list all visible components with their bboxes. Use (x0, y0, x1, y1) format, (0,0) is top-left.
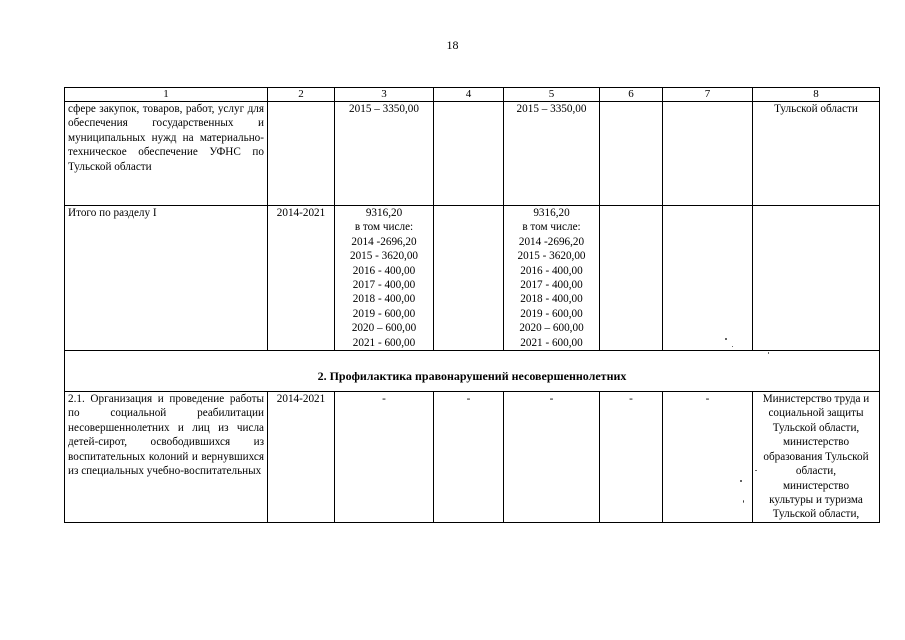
executor-cell: Тульской области (753, 102, 880, 206)
scan-speck (755, 470, 757, 471)
funding-line: в том числе: (522, 221, 581, 234)
col-header: 1 (65, 88, 268, 102)
funding-cell-6 (600, 102, 663, 206)
executor-line: министерство (782, 479, 850, 492)
col-header: 5 (504, 88, 600, 102)
total-funding-cell: - (335, 392, 434, 523)
table-row (65, 392, 880, 523)
funding-cell-5: 2015 – 3350,00 (504, 102, 600, 206)
executor-line: области, (795, 465, 837, 478)
section-heading-row (65, 351, 880, 392)
scan-speck (725, 338, 727, 340)
funding-cell-5: - (504, 392, 600, 523)
section-total-row (65, 206, 880, 351)
executor-line: культуры и туризма (769, 493, 863, 506)
funding-line: 2019 - 600,00 (520, 307, 583, 320)
col-header: 6 (600, 88, 663, 102)
funding-line: 2017 - 400,00 (352, 279, 416, 292)
funding-line: 9316,20 (365, 207, 403, 219)
scan-speck (743, 500, 744, 503)
funding-cell-7 (663, 206, 753, 351)
section-title (65, 351, 880, 392)
funding-cell-4: - (434, 392, 504, 523)
section-title-text: 2. Профилактика правонарушений несовершеннолетних (317, 369, 627, 384)
col-header: 2 (268, 88, 335, 102)
total-funding-cell (335, 206, 434, 351)
scan-speck (768, 352, 769, 354)
measure-description: Итого по разделу I (65, 206, 268, 351)
funding-cell-7: - (663, 392, 753, 523)
funding-line: 2018 - 400,00 (520, 293, 583, 306)
executor-line: Министерство труда и (762, 393, 870, 406)
executor-cell (753, 206, 880, 351)
funding-line: 2021 - 600,00 (520, 336, 583, 349)
funding-line: 2015 - 3620,00 (517, 250, 586, 263)
executor-line: образования Тульской (763, 450, 869, 463)
program-table (64, 87, 880, 523)
funding-line: 2018 - 400,00 (352, 293, 416, 306)
funding-cell-5 (504, 206, 600, 351)
funding-line: 2019 - 600,00 (352, 307, 416, 320)
funding-line: 2020 – 600,00 (351, 322, 417, 335)
funding-line: в том числе: (354, 221, 414, 234)
period-cell (268, 102, 335, 206)
funding-line: 2014 -2696,20 (351, 235, 417, 248)
total-funding-cell: 2015 – 3350,00 (335, 102, 434, 206)
col-header: 8 (753, 88, 880, 102)
executor-cell (753, 392, 880, 523)
funding-line: 2015 - 3620,00 (349, 250, 419, 263)
funding-line: 2020 – 600,00 (519, 322, 584, 335)
executor-line: социальной защиты (768, 407, 864, 420)
funding-line: 2021 - 600,00 (352, 336, 416, 349)
funding-line: 2016 - 400,00 (520, 264, 583, 277)
col-header: 7 (663, 88, 753, 102)
scan-speck (732, 346, 733, 347)
measure-description: 2.1. Организация и проведение работы по социальной реабилитации несовершеннолетних и лиц из числа детей-сирот, освободившихся из воспитательных колоний и вернувшихся из специальных учебно-воспитательных (65, 392, 268, 523)
executor-line: министерство (782, 436, 850, 449)
header-row (65, 88, 880, 102)
funding-cell-4 (434, 102, 504, 206)
funding-cell-4 (434, 206, 504, 351)
executor-line: Тульской области, (772, 421, 860, 434)
funding-line: 9316,20 (533, 207, 570, 219)
funding-cell-6: - (600, 392, 663, 523)
table-row (65, 102, 880, 206)
funding-line: 2014 -2696,20 (518, 235, 585, 248)
measure-description: сфере закупок, товаров, работ, услуг для обеспечения государственных и муниципальных нужд на материально-техническое обеспечение УФНС по Тульской области (65, 102, 268, 206)
funding-line: 2017 - 400,00 (520, 279, 583, 292)
col-header: 4 (434, 88, 504, 102)
funding-line: 2016 - 400,00 (352, 264, 416, 277)
executor-line: Тульской области, (772, 508, 860, 521)
page-number: 18 (446, 38, 459, 52)
period-cell: 2014-2021 (268, 206, 335, 351)
funding-cell-7 (663, 102, 753, 206)
scan-speck (740, 480, 742, 482)
col-header: 3 (335, 88, 434, 102)
funding-cell-6 (600, 206, 663, 351)
period-cell: 2014-2021 (268, 392, 335, 523)
